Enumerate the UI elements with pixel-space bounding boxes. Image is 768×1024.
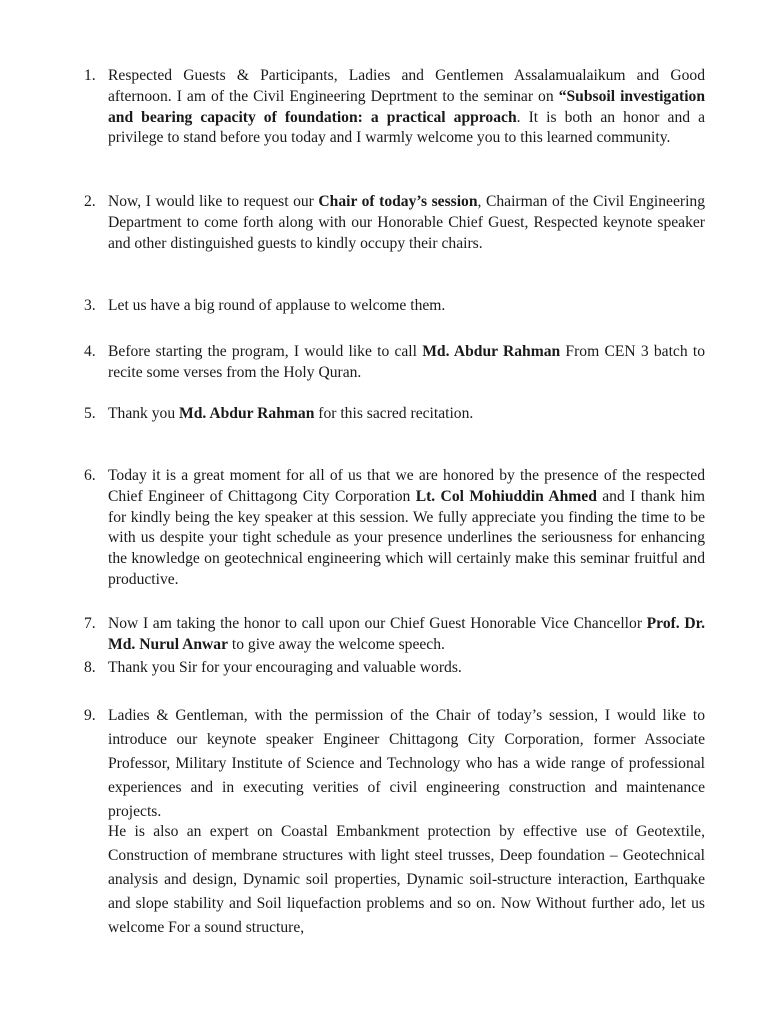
text-run: Let us have a big round of applause to welcome them. — [108, 297, 446, 314]
text-run: From CEN 3 batch to recite some verses from the Holy Quran. — [108, 343, 706, 381]
bold-text: Prof. Dr. Md. Nurul Anwar — [108, 615, 705, 653]
bold-text: Md. Abdur Rahman — [179, 405, 315, 422]
bold-text: “Subsoil investigation and bearing capacity of foundation: a practical approach — [108, 87, 705, 126]
list-number: 1. — [84, 67, 96, 84]
list-text — [108, 192, 705, 254]
list-text — [108, 66, 705, 149]
list-text — [108, 342, 705, 384]
bold-text: Lt. Col Mohiuddin Ahmed — [415, 487, 597, 505]
text-run: for this sacred recitation. — [314, 405, 474, 422]
body-paragraph: He is also an expert on Coastal Embankment protection by effective use of Geotextile, Construction of membrane structures with light steel trusses, Deep foundation – Geotechnical analysis and design, Dynamic soil properties, Dynamic soil-structure interaction, Earthquake and slope stability and Soil liquefaction problems and so on. Now Without further ado, let us welcome For a sound structure, — [108, 823, 705, 936]
text-run: Now, I would like to request our — [108, 193, 319, 210]
bold-text: Chair of today’s session — [318, 193, 478, 210]
text-run: Ladies & Gentleman, with the permission of the Chair of today’s session, I would like to introduce our keynote speaker Engineer Chittagong City Corporation, former Associate Professor, Military Institute of Science and Technology who has a wide range of professional experiences and in executing verities of civil engineering construction and maintenance projects. — [108, 707, 705, 820]
text-run: Today it is a great moment for all of us that we are honored by the presence of the respected Chief Engineer of Chittagong City Corporation — [108, 467, 705, 505]
text-run: to give away the welcome speech. — [228, 635, 445, 653]
text-run: Before starting the program, I would like to call — [108, 343, 423, 360]
list-number: 9. — [84, 707, 96, 724]
text-run: . It is both an honor and a privilege to stand before you today and I warmly welcome you to this learned community. — [108, 108, 705, 147]
bold-text: Md. Abdur Rahman — [422, 343, 561, 360]
list-number: 5. — [84, 405, 96, 422]
list-text — [108, 658, 705, 679]
list-number: 6. — [84, 467, 96, 484]
list-text — [108, 404, 705, 425]
list-number: 3. — [84, 297, 96, 314]
text-run: Thank you Sir for your encouraging and valuable words. — [108, 659, 462, 676]
list-text — [108, 296, 705, 317]
text-run: and I thank him for kindly being the key speaker at this session. We fully appreciate you finding the time to be with us despite your tight schedule as your presence underlines the seriousness for enhancing the knowledge on geotechnical engineering which will certainly make this seminar fruitful and productive. — [108, 487, 705, 588]
text-run: Now I am taking the honor to call upon our Chief Guest Honorable Vice Chancellor — [108, 615, 647, 632]
list-text — [108, 614, 705, 656]
text-run: Respected Guests & Participants, Ladies and Gentlemen Assalamualaikum and Good afternoon. I am of the Civil Engineering Deprtment to the seminar on — [108, 67, 705, 105]
list-number: 2. — [84, 193, 96, 210]
list-text — [108, 466, 705, 591]
text-run: Thank you — [108, 405, 180, 422]
text-run: , Chairman of the Civil Engineering Department to come forth along with our Honorable Chief Guest, Respected keynote speaker and other distinguished guests to kindly occupy their chairs. — [108, 193, 705, 252]
list-number: 8. — [84, 659, 96, 676]
list-number: 4. — [84, 343, 96, 360]
list-text — [108, 704, 705, 824]
list-number: 7. — [84, 615, 96, 632]
